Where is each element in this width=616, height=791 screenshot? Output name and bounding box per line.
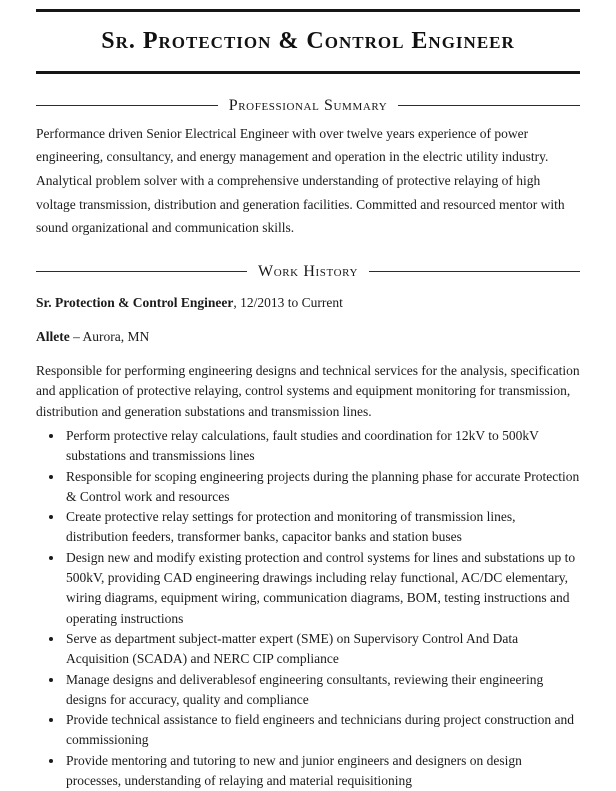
list-item: • Design new and modify existing protection and control systems for lines and substations up to 500kV, providing CAD engineering drawings including relay functional, AC/DC elementary, wiring diagrams, equipment wiring, communication diagrams, BOM, testing instructions and operating instructions [64,548,580,629]
list-item: • Perform protective relay calculations, fault studies and coordination for 12kV to 500kV substations and transmissions lines [64,426,580,467]
work-history-section-heading [36,263,580,281]
job-dates: , 12/2013 to Current [233,294,343,310]
list-item: • Provide mentoring and tutoring to new and junior engineers and designers on design processes, understanding of relaying and material requisitioning [64,751,580,791]
list-item: • Manage designs and deliverablesof engineering consultants, reviewing their engineering designs for accuracy, quality and compliance [64,670,580,711]
heading-rule-left [36,271,247,272]
heading-rule-right [369,271,580,272]
list-item: • Create protective relay settings for protection and monitoring of transmission lines, distribution feeders, transformer banks, capacitor banks and station buses [64,507,580,548]
summary-heading-label: Professional Summary [228,96,388,114]
work-history-heading-label: Work History [258,262,358,280]
heading-rule-left [36,105,218,106]
list-item: • Responsible for scoping engineering projects during the planning phase for accurate Protection & Control work and resources [64,467,580,508]
job-description: Responsible for performing engineering designs and technical services for the analysis, specification and application of protective relaying, control systems and equipment monitoring for transmission, distribution and generation substations and transmission lines. [36,362,580,420]
job-bullet-list [36,426,580,791]
heading-rule-right [398,105,580,106]
job-company-line [36,327,580,347]
job-location: – Aurora, MN [73,328,150,344]
top-double-rule [36,9,580,12]
company-name: Allete [36,328,70,344]
summary-section-heading [36,97,580,115]
summary-paragraph: Performance driven Senior Electrical Engineer with over twelve years experience of power engineering, consultancy, and energy management and operation in the electric utility industry. Analytical problem solver with a comprehensive understanding of protective relaying of high voltage transmission, distribution and generation facilities. Committed and resourced mentor with sound organizational and communication skills. [36,125,565,236]
list-item: • Serve as department subject-matter expert (SME) on Supervisory Control And Data Acquisition (SCADA) and NERC CIP compliance [64,629,580,670]
job-title: Sr. Protection & Control Engineer [36,294,234,310]
job-entry [36,293,580,791]
list-item: • Provide technical assistance to field engineers and technicians during project construction and commissioning [64,710,580,751]
job-title-line [36,293,580,313]
title-bottom-double-rule [36,71,580,74]
page-title: Sr. Protection & Control Engineer [101,28,515,54]
